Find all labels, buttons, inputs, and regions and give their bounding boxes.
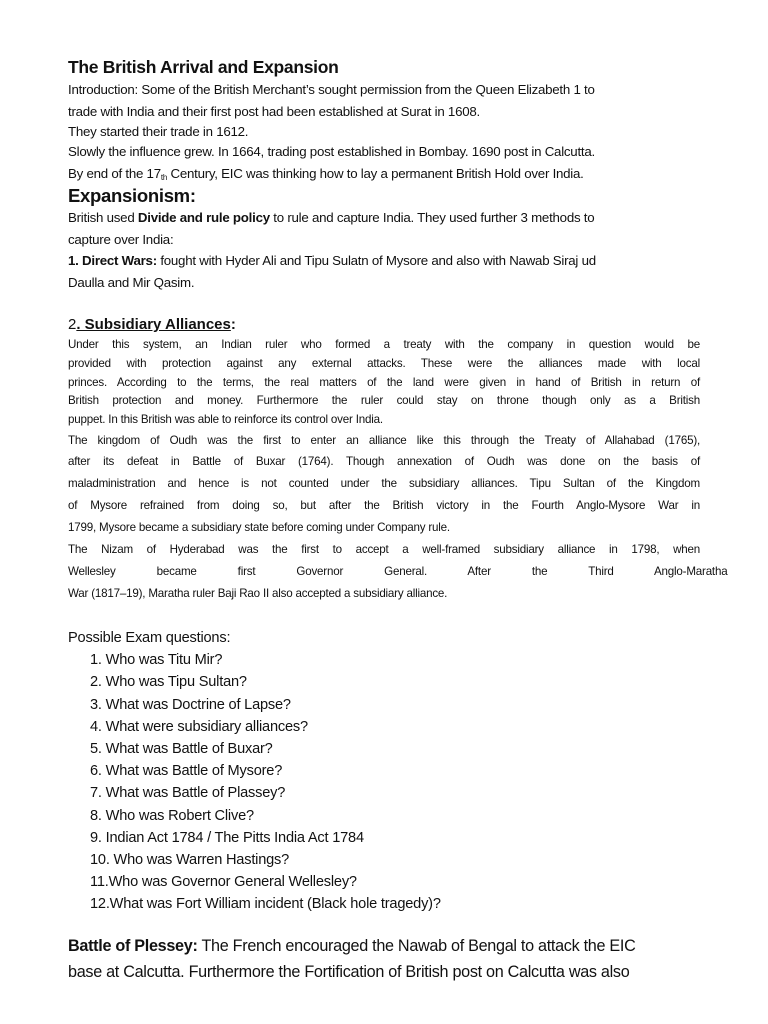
bold-text: Divide and rule policy (137, 210, 270, 225)
text: to rule and capture India. They used further 3 methods to (269, 210, 595, 225)
bold-text: 1. Direct Wars: (68, 253, 157, 268)
page-title: The British Arrival and Expansion (68, 57, 339, 77)
para-line: 1799, Mysore became a subsidiary state before coming under Company rule. (68, 520, 450, 534)
underlined-heading: . Subsidiary Alliances (76, 316, 231, 333)
question-item: 10. Who was Warren Hastings? (90, 852, 290, 869)
intro-line: Slowly the influence grew. In 1664, trading post established in Bombay. 1690 post in Calcutta. (68, 144, 595, 159)
text: By end of the 17 (68, 165, 161, 181)
text: : (230, 316, 236, 333)
expansionism-section (68, 207, 700, 293)
para-line: princes. According to the terms, the real matters of the land were given in hand of British in return of (68, 375, 700, 389)
para-line: Wellesley became first Governor General. After the Third Anglo-Maratha (68, 564, 728, 578)
para-line: Under this system, an Indian ruler who formed a treaty with the company in question would be (68, 338, 700, 351)
question-item: 2. Who was Tipu Sultan? (90, 674, 247, 691)
intro-line: trade with India and their first post had been established at Surat in 1608. (68, 103, 480, 119)
questions-heading: Possible Exam questions: (68, 630, 231, 646)
question-item: 3. What was Doctrine of Lapse? (90, 696, 291, 713)
exam-questions (68, 627, 700, 916)
question-item: 7. What was Battle of Plassey? (90, 785, 286, 802)
text: British used (68, 210, 138, 225)
question-item: 4. What were subsidiary alliances? (90, 718, 308, 735)
expansionism-heading: Expansionism: (68, 185, 196, 206)
para-line: provided with protection against any external attacks. These were the alliances made with local (68, 356, 700, 370)
intro-line: Introduction: Some of the British Merchant’s sought permission from the Queen Elizabeth 1 to (68, 82, 595, 97)
text-line: Daulla and Mir Qasim. (68, 274, 195, 290)
para-line: puppet. In this British was able to reinforce its control over India. (68, 413, 383, 427)
question-item: 12.What was Fort William incident (Black hole tragedy)? (90, 896, 441, 913)
subsidiary-heading (68, 315, 700, 335)
text: Century, EIC was thinking how to lay a permanent British Hold over India. (167, 165, 584, 181)
text-line: base at Calcutta. Furthermore the Fortification of British post on Calcutta was also (68, 963, 630, 981)
para-line: maladministration and hence is not counted under the subsidiary alliances. Tipu Sultan of the Kingdom (68, 476, 700, 490)
text-line (68, 207, 700, 229)
question-item: 11.Who was Governor General Wellesley? (90, 874, 357, 891)
intro-section (68, 79, 700, 188)
para-line: after its defeat in Battle of Buxar (1764). Though annexation of Oudh was done on the basis of (68, 454, 700, 468)
text-line (68, 250, 700, 272)
text: 2 (68, 316, 77, 333)
text: The French encouraged the Nawab of Bengal to attack the EIC (197, 937, 636, 955)
para-line: British protection and money. Furthermore the ruler could stay on throne though only as a British (68, 394, 700, 408)
para-line: of Mysore refrained from doing so, but after the British victory in the Fourth Anglo-Mysore War in (68, 498, 700, 512)
para-line: The Nizam of Hyderabad was the first to accept a well-framed subsidiary alliance in 1798, when (68, 542, 700, 556)
question-item: 8. Who was Robert Clive? (90, 807, 254, 824)
question-item: 9. Indian Act 1784 / The Pitts India Act 1784 (90, 829, 364, 846)
question-item: 5. What was Battle of Buxar? (90, 741, 273, 758)
subsidiary-body (68, 336, 728, 605)
intro-line: They started their trade in 1612. (68, 124, 249, 139)
question-item: 1. Who was Titu Mir? (90, 652, 223, 669)
para-line: The kingdom of Oudh was the first to enter an alliance like this through the Treaty of Allahabad (1765), (68, 433, 700, 447)
bold-text: Battle of Plessey: (68, 937, 198, 955)
question-item: 6. What was Battle of Mysore? (90, 763, 283, 780)
plessey-section (68, 933, 700, 985)
para-line: War (1817–19), Maratha ruler Baji Rao II also accepted a subsidiary alliance. (68, 586, 448, 600)
text-line: capture over India: (68, 231, 174, 247)
text: fought with Hyder Ali and Tipu Sulatn of Mysore and also with Nawab Siraj ud (156, 253, 596, 268)
text-line (68, 933, 700, 959)
superscript: th (160, 172, 168, 182)
